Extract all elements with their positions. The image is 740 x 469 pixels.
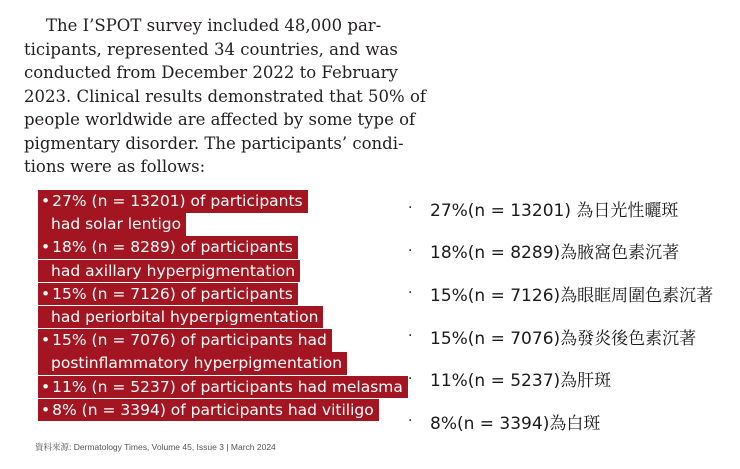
bullet-icon: • — [41, 400, 51, 419]
bullet-icon: · — [408, 285, 413, 302]
highlighted-line — [38, 190, 308, 213]
highlighted-line: had periorbital hyperpigmentation — [38, 306, 323, 329]
list-item — [408, 315, 713, 358]
bullet-icon: · — [408, 370, 413, 387]
list-item — [38, 283, 408, 306]
intro-line: tions were as follows: — [24, 157, 206, 176]
highlighted-line — [38, 283, 298, 306]
list-item-continuation — [38, 306, 408, 329]
bullet-icon: · — [408, 242, 413, 259]
item-text: 8% (n = 3394) of participants had vitiligo — [52, 400, 374, 419]
english-condition-list — [38, 190, 408, 422]
list-item — [38, 399, 408, 422]
item-text: 15% (n = 7076) of participants had — [52, 331, 327, 350]
list-item — [408, 357, 713, 400]
intro-line: conducted from December 2022 to February — [24, 63, 398, 82]
item-text: 27%(n = 13201) 為日光性曬斑 — [430, 200, 679, 221]
bullet-icon: • — [41, 377, 51, 396]
item-text: 15% (n = 7126) of participants — [52, 284, 293, 303]
bullet-icon: • — [41, 192, 51, 210]
intro-line: ticipants, represented 34 countries, and was — [24, 39, 398, 59]
highlighted-line — [38, 329, 332, 352]
list-item — [408, 230, 713, 273]
source-citation: 資料來源: Dermatology Times, Volume 45, Issue 3 | March 2024 — [35, 442, 276, 452]
item-text: 18%(n = 8289)為腋窩色素沉著 — [430, 243, 680, 264]
intro-paragraph — [24, 14, 427, 179]
intro-line: people worldwide are affected by some type of — [24, 110, 416, 129]
highlighted-line — [38, 236, 298, 259]
highlighted-line: had solar lentigo — [38, 213, 186, 236]
item-text: 15%(n = 7076)為發炎後色素沉著 — [430, 328, 697, 349]
item-text: 11%(n = 5237)為肝斑 — [430, 371, 612, 392]
list-item — [38, 329, 408, 352]
item-text: 15%(n = 7126)為眼眶周圍色素沉著 — [430, 285, 714, 306]
intro-line: The I’SPOT survey included 48,000 par- — [46, 16, 382, 35]
list-item — [408, 187, 713, 230]
bullet-icon: • — [41, 284, 51, 303]
list-item — [38, 376, 408, 399]
highlighted-line — [38, 399, 379, 422]
bullet-icon: · — [408, 413, 413, 430]
bullet-icon: · — [408, 328, 413, 345]
item-text: 27% (n = 13201) of participants — [52, 192, 303, 210]
chinese-condition-list — [408, 187, 713, 443]
highlighted-line — [38, 376, 408, 399]
list-item — [408, 400, 713, 443]
bullet-icon: · — [408, 200, 413, 217]
highlighted-line: had axillary hyperpigmentation — [38, 260, 300, 283]
list-item-continuation — [38, 352, 408, 375]
list-item-continuation — [38, 260, 408, 283]
list-item — [408, 272, 713, 315]
list-item — [38, 190, 408, 213]
bullet-icon: • — [41, 238, 51, 257]
intro-line: pigmentary disorder. The participants’ condi- — [24, 133, 404, 153]
highlighted-line: postinflammatory hyperpigmentation — [38, 352, 347, 375]
item-text: 8%(n = 3394)為白斑 — [430, 413, 601, 434]
intro-line: 2023. Clinical results demonstrated that 50% of — [24, 86, 427, 106]
list-item-continuation — [38, 213, 408, 236]
list-item — [38, 236, 408, 259]
item-text: 11% (n = 5237) of participants had melasma — [52, 377, 403, 396]
bullet-icon: • — [41, 331, 51, 350]
item-text: 18% (n = 8289) of participants — [52, 238, 293, 257]
